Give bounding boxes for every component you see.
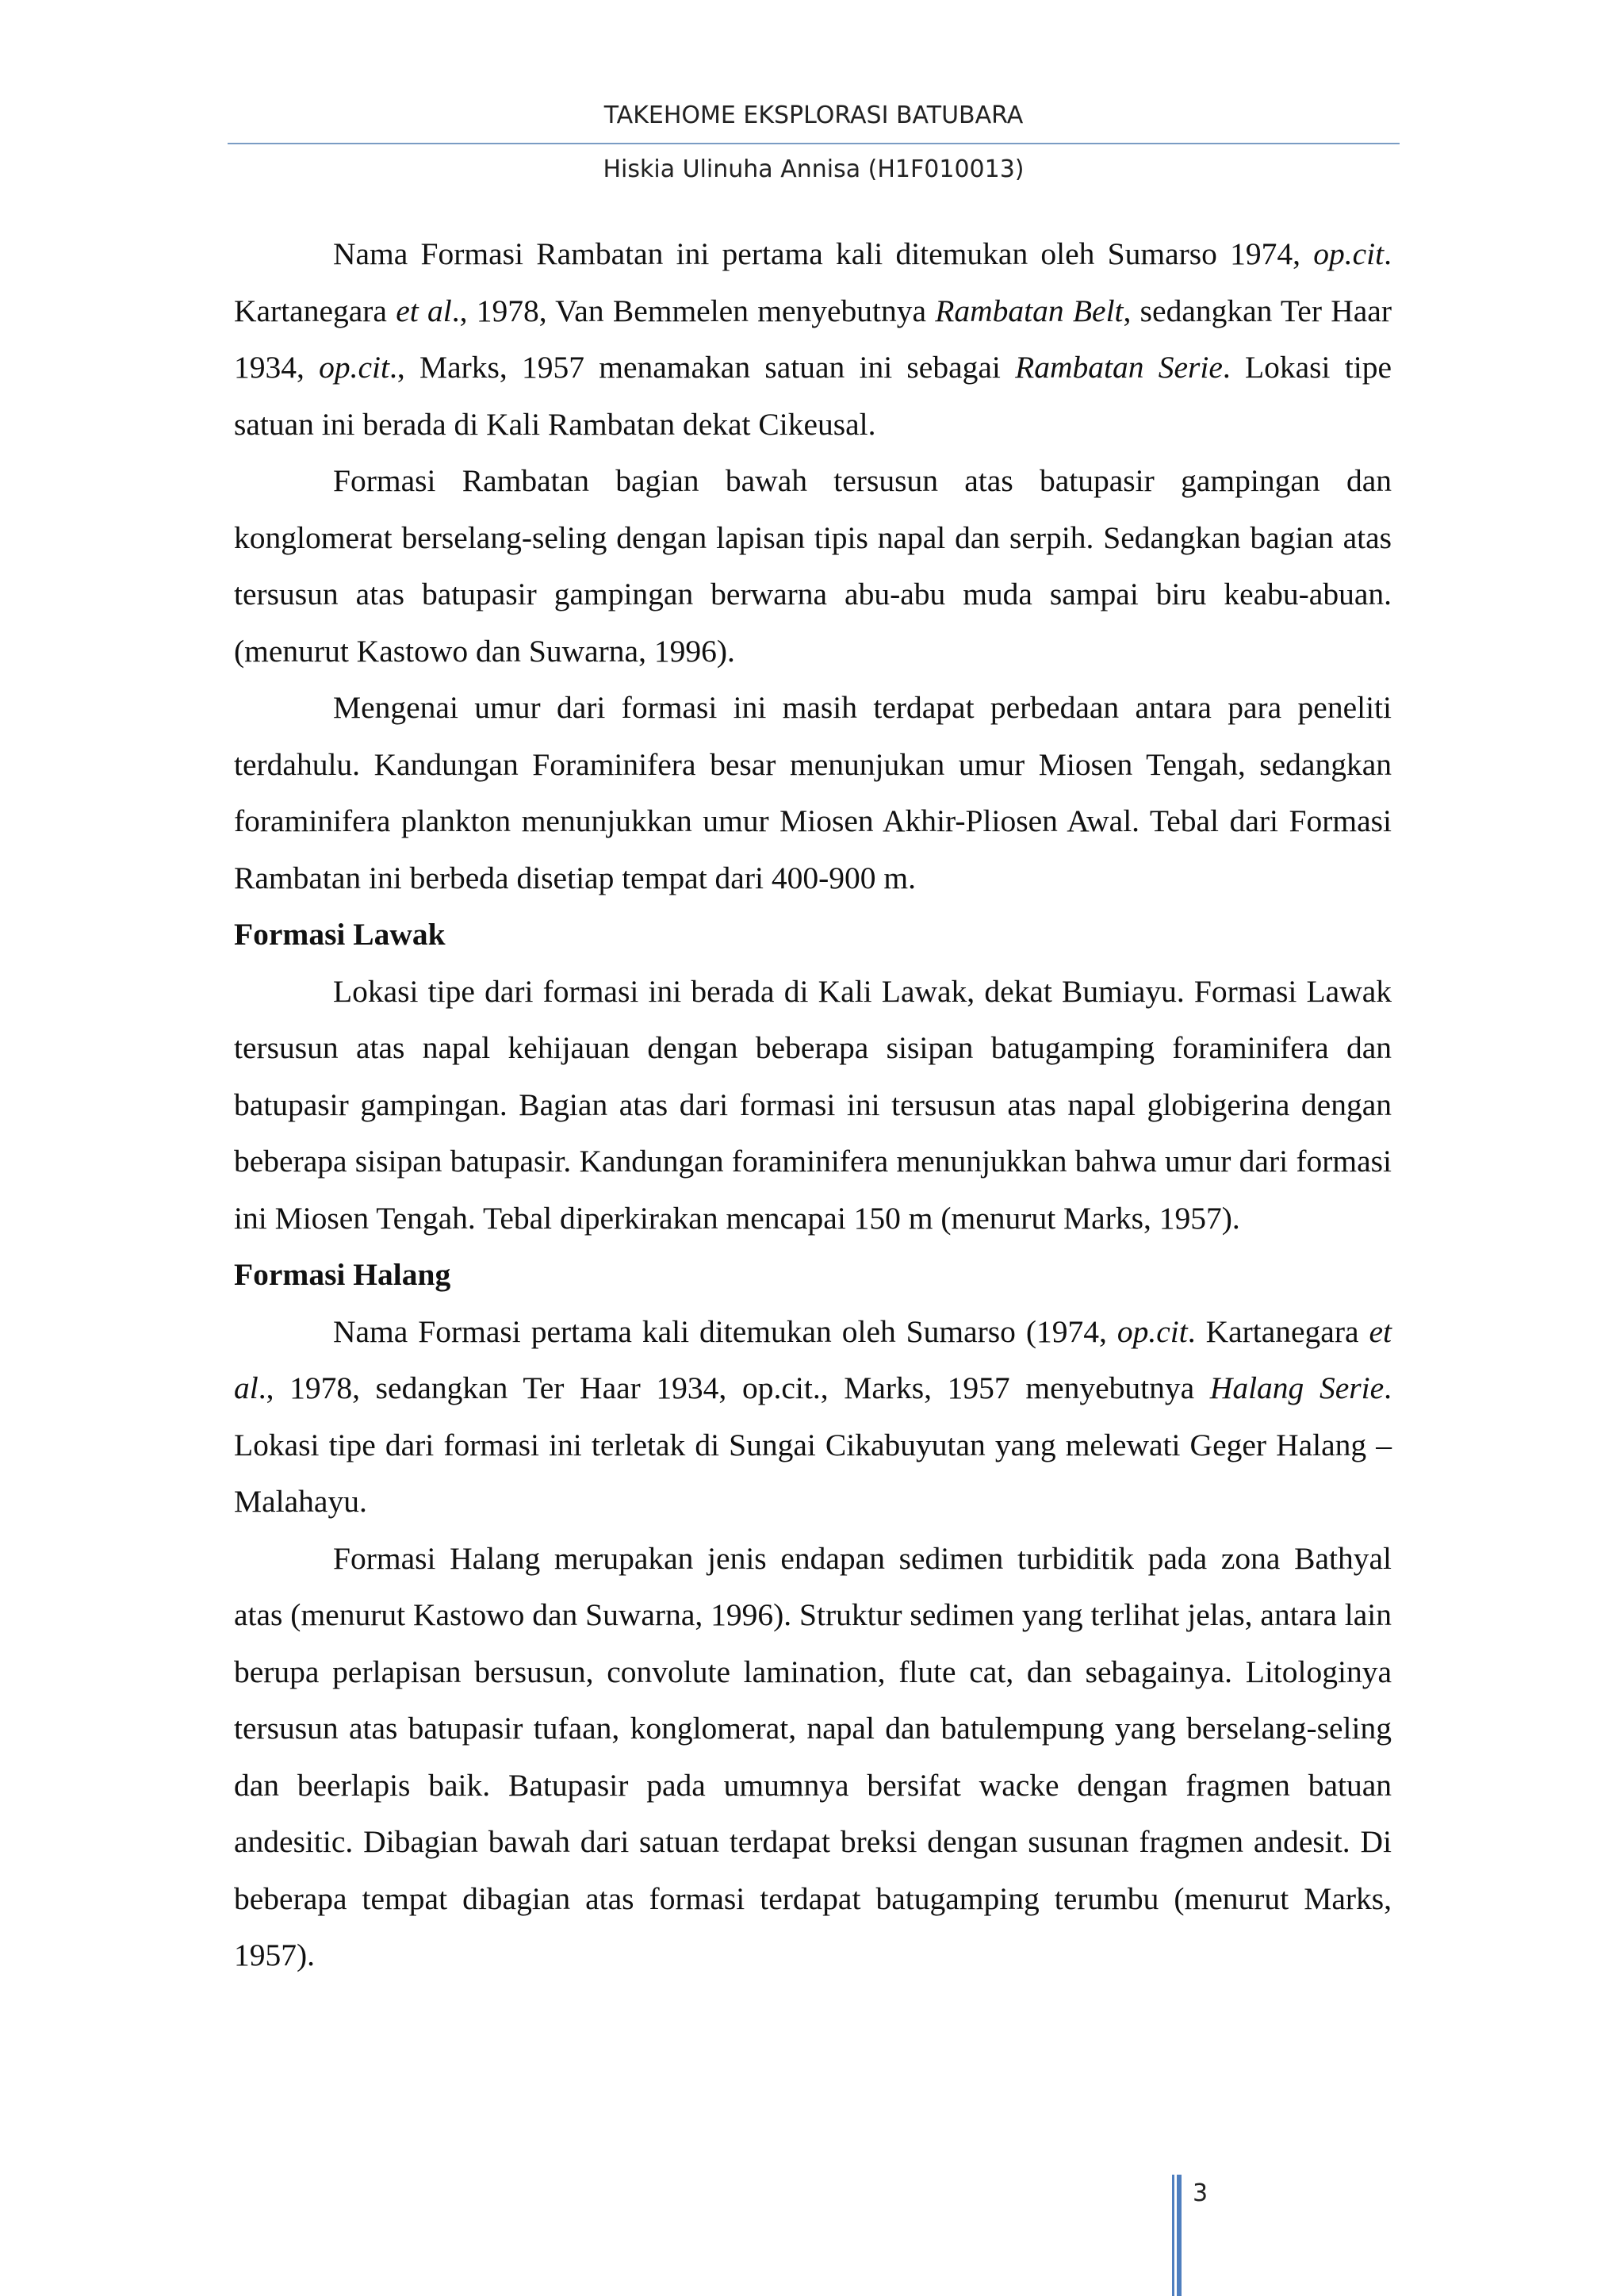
section-heading-lawak: Formasi Lawak [234,917,446,952]
text-run: , sedangkan Ter Haar 1934, [234,293,1392,385]
italic-text: Halang Serie [1209,1370,1385,1405]
document-title: TAKEHOME EKSPLORASI BATUBARA [603,102,1024,129]
paragraph [234,226,1392,453]
body-text [234,226,1392,1984]
text-run: ., 1978, sedangkan Ter Haar 1934, op.cit., Marks, 1957 menyebutnya [258,1370,1210,1405]
text-run: Formasi Halang merupakan jenis endapan sedimen turbiditik pada zona Bathyal atas (menurut Kastowo dan Suwarna, 1996). Struktur sedimen yang terlihat jelas, antara lain berupa perlapisan bersusun, convolute lamination, flute cat, dan sebagainya. Litologinya tersusun atas batupasir tufaan, konglomerat, napal dan batulempung yang berselang-seling dan beerlapis baik. Batupasir pada umumnya bersifat wacke dengan fragmen batuan andesitic. Dibagian bawah dari satuan terdapat breksi dengan susunan fragmen andesit. Di beberapa tempat dibagian atas formasi terdapat batugamping terumbu (menurut Marks, 1957). [234,1540,1392,1972]
paragraph [234,680,1392,907]
text-run: . Kartanegara [234,236,1392,328]
italic-text: Rambatan Serie [1015,350,1223,385]
text-run: Lokasi tipe dari formasi ini berada di Kali Lawak, dekat Bumiayu. Formasi Lawak tersusun atas napal kehijauan dengan beberapa sisipan batugamping foraminifera dan batupasir gampingan. Bagian atas dari formasi ini tersusun atas napal globigerina dengan beberapa sisipan batupasir. Kandungan foraminifera menunjukkan bahwa umur dari formasi ini Miosen Tengah. Tebal diperkirakan mencapai 150 m (menurut Marks, 1957). [234,973,1392,1236]
text-run: Nama Formasi pertama kali ditemukan oleh Sumarso (1974, [333,1313,1117,1349]
paragraph [234,453,1392,680]
page-number: 3 [1193,2179,1208,2207]
text-run: ., Marks, 1957 menamakan satuan ini sebagai [389,350,1016,385]
paragraph [234,964,1392,1248]
text-run: . Kartanegara [1187,1313,1369,1349]
italic-text: et al [396,293,452,328]
header-divider [228,143,1400,144]
italic-text: op.cit [1116,1313,1188,1349]
text-run: Formasi Rambatan bagian bawah tersusun atas batupasir gampingan dan konglomerat berselang-seling dengan lapisan tipis napal dan serpih. Sedangkan bagian atas tersusun atas batupasir gampingan berwarna abu-abu muda sampai biru keabu-abuan. (menurut Kastowo dan Suwarna, 1996). [234,463,1392,669]
text-run: Mengenai umur dari formasi ini masih terdapat perbedaan antara para peneliti terdahulu. Kandungan Foraminifera besar menunjukan umur Miosen Tengah, sedangkan foraminifera plankton menunjukkan umur Miosen Akhir-Pliosen Awal. Tebal dari Formasi Rambatan ini berbeda disetiap tempat dari 400-900 m. [234,690,1392,895]
author-line: Hiskia Ulinuha Annisa (H1F010013) [603,155,1025,183]
italic-text: Rambatan Belt [935,293,1124,328]
text-run: ., 1978, Van Bemmelen menyebutnya [451,293,936,328]
page-number-bar [1172,2175,1177,2296]
text-run: . Lokasi tipe dari formasi ini terletak di Sungai Cikabuyutan yang melewati Geger Halang – Malahayu. [234,1370,1392,1519]
paragraph [234,1531,1392,1984]
section-heading-halang: Formasi Halang [234,1257,451,1292]
paragraph [234,1304,1392,1531]
italic-text: et al [234,1313,1392,1405]
italic-text: op.cit [1313,236,1385,271]
text-run: . Lokasi tipe satuan ini berada di Kali Rambatan dekat Cikeusal. [234,350,1392,442]
italic-text: op.cit [319,350,389,385]
text-run: Nama Formasi Rambatan ini pertama kali ditemukan oleh Sumarso 1974, [333,236,1314,271]
